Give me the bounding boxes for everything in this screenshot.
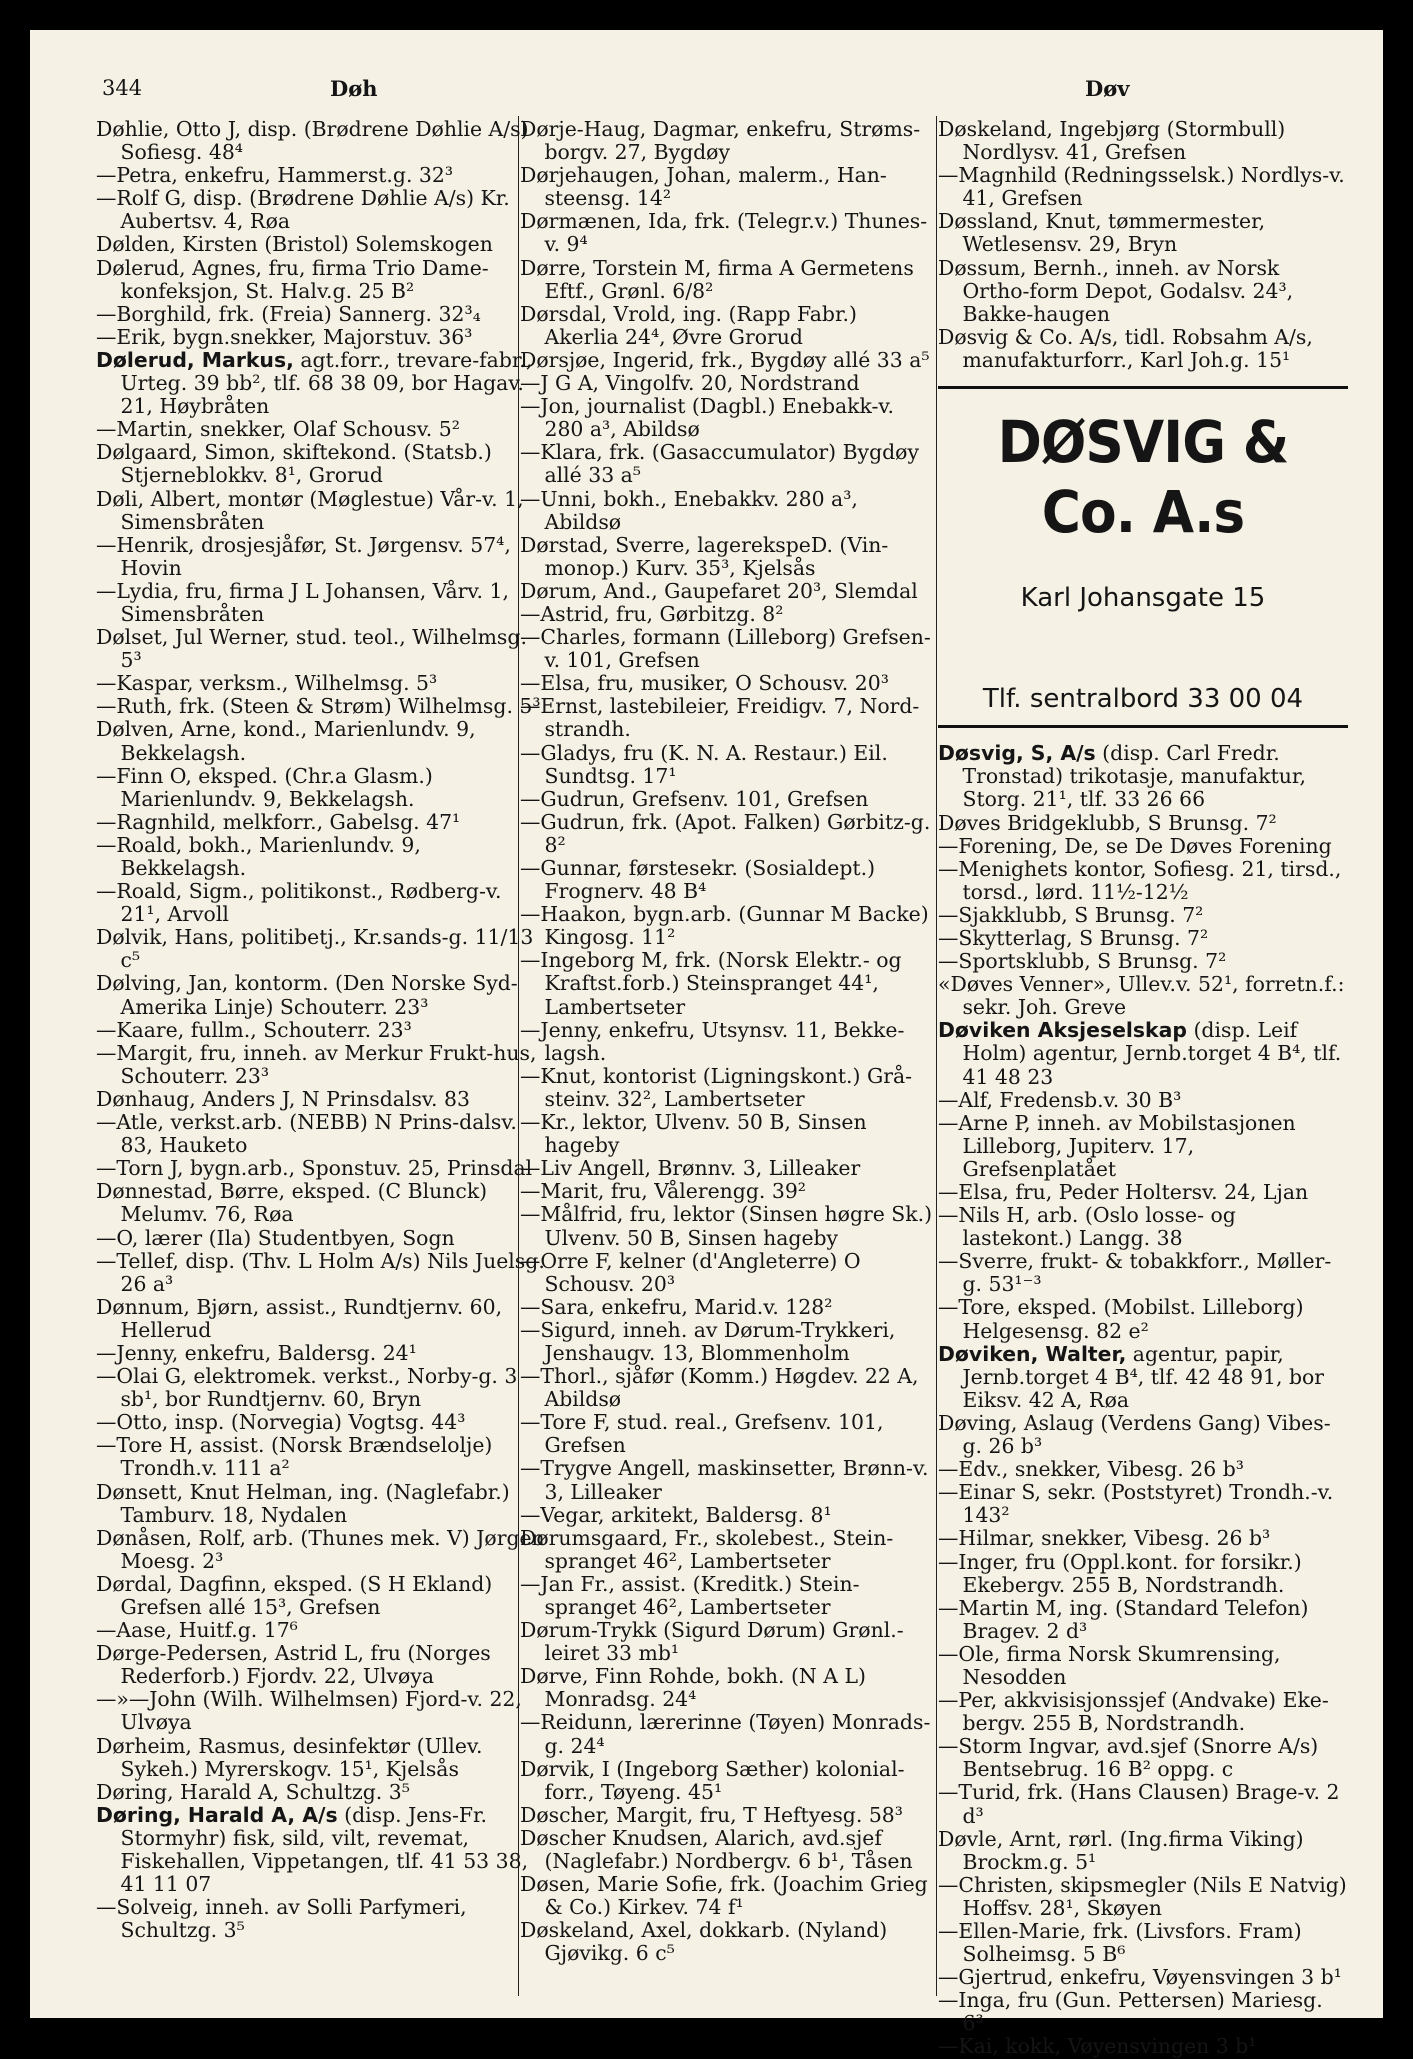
directory-entry [938,210,1348,256]
directory-entry [96,880,546,926]
directory-entry [520,257,935,303]
entry-text: —Orre F, kelner (d'Angleterre) O Schousv. 20³ [520,1248,861,1296]
entry-text: —Jon, journalist (Dagbl.) Enebakk-v. 280 a³, Abildsø [520,394,895,442]
column-3-top-entries [938,118,1348,372]
entry-text: —Ruth, frk. (Steen & Strøm) Wilhelmsg. 5³ [96,694,541,719]
entry-text: —Erik, bygn.snekker, Majorstuv. 36³ [96,324,473,349]
directory-entry [96,1157,546,1180]
directory-entry [520,488,935,534]
directory-entry [938,927,1348,950]
entry-text: Døssum, Bernh., inneh. av Norsk Ortho-form Depot, Godalsv. 24³, Bakke-haugen [938,255,1294,326]
directory-entry [520,1157,935,1180]
entry-text: Dørge-Pedersen, Astrid L, fru (Norges Rederforb.) Fjordv. 22, Ulvøya [96,1641,491,1689]
entry-text: —Nils H, arb. (Oslo losse- og lastekont.) Langg. 38 [938,1203,1236,1251]
directory-entry [520,1296,935,1319]
directory-entry [520,788,935,811]
entry-text: —Klara, frk. (Gasaccumulator) Bygdøy allé 33 a⁵ [520,440,919,488]
entry-text: —Jenny, enkefru, Utsynsv. 11, Bekke-lagsh. [520,1017,905,1065]
directory-entry [96,1042,546,1088]
column-divider [936,116,937,1996]
entry-text: —Sjakklubb, S Brunsg. 7² [938,902,1204,927]
entry-text: Dørstad, Sverre, lagerekspeD. (Vin-monop.) Kurv. 35³, Kjelsås [520,532,889,580]
directory-entry [520,1457,935,1503]
directory-entry [96,1434,546,1480]
directory-entry [938,1181,1348,1204]
directory-entry [96,1642,546,1688]
entry-name-bold: Døsvig, S, A/s [938,741,1096,766]
entry-text: —Atle, verkst.arb. (NEBB) N Prins-dalsv. 83, Hauketo [96,1110,517,1158]
entry-text: —Gjertrud, enkefru, Vøyensvingen 3 b¹ [938,1965,1342,1990]
directory-entry [96,1896,546,1942]
directory-entry [520,1019,935,1065]
entry-text: —Jenny, enkefru, Baldersg. 24¹ [96,1340,417,1365]
entry-text: —Roald, Sigm., politikonst., Rødberg-v. 21¹, Arvoll [96,879,502,927]
entry-text: —Sigurd, inneh. av Dørum-Trykkeri, Jenshaugv. 13, Blommenholm [520,1317,896,1365]
directory-entry [520,857,935,903]
entry-text: —Tore, eksped. (Mobilst. Lilleborg) Helgesensg. 82 e² [938,1295,1304,1343]
directory-entry [96,834,546,880]
directory-entry [520,1804,935,1827]
entry-text: —Martin, snekker, Olaf Schousv. 5² [96,417,460,442]
column-3 [938,118,1348,2059]
entry-text: —Forening, De, se De Døves Forening [938,833,1332,858]
entry-text: —J G A, Vingolfv. 20, Nordstrand [520,371,860,396]
directory-entry [520,903,935,949]
directory-entry [96,765,546,811]
directory-entry [520,372,935,395]
directory-entry [96,534,546,580]
directory-entry [938,1343,1348,1412]
entry-text: —Tore H, assist. (Norsk Brændselolje) Trondh.v. 111 a² [96,1433,493,1481]
entry-name-bold: Døviken Aksjeselskap [938,1018,1187,1043]
directory-entry [938,118,1348,164]
directory-entry [520,1365,935,1411]
directory-entry [96,257,546,303]
entry-name-bold: Dølerud, Markus, [96,347,294,372]
entry-text: —Astrid, fru, Gørbitzg. 8² [520,601,784,626]
directory-entry [96,441,546,487]
entry-text: Dørum-Trykk (Sigurd Dørum) Grønl.-leiret 33 mb¹ [520,1618,904,1666]
directory-entry [520,1619,935,1665]
directory-entry [520,210,935,256]
directory-entry [938,257,1348,326]
entry-text: Døli, Albert, montør (Møglestue) Vår-v. 1, Simensbråten [96,486,524,534]
entry-text: —Petra, enkefru, Hammerst.g. 32³ [96,163,454,188]
directory-entry [938,1828,1348,1874]
entry-text: —Aase, Huitf.g. 17⁶ [96,1618,298,1643]
entry-text: Dørvik, I (Ingeborg Sæther) kolonial-forr., Tøyeng. 45¹ [520,1756,905,1804]
entry-text: —Gunnar, førstesekr. (Sosialdept.) Frognerv. 48 B⁴ [520,856,876,904]
directory-entry [96,811,546,834]
directory-entry [520,672,935,695]
entry-text: —»—John (Wilh. Wilhelmsen) Fjord-v. 22, Ulvøya [96,1687,522,1735]
entry-text: Dønnum, Bjørn, assist., Rundtjernv. 60, Hellerud [96,1294,503,1342]
entry-text: Dønhaug, Anders J, N Prinsdalsv. 83 [96,1086,470,1111]
entry-text: —Magnhild (Redningsselsk.) Nordlys-v. 41, Grefsen [938,163,1345,211]
directory-entry [520,118,935,164]
directory-entry [938,1874,1348,1920]
entry-text: agt.forr., trevare-fabr., Urteg. 39 bb², tlf. 68 38 09, bor Hagav. 21, Høybråten [120,347,533,419]
entry-text: —Ole, firma Norsk Skumrensing, Nesodden [938,1641,1281,1689]
entry-text: —Olai G, elektromek. verkst., Norby-g. 3 sb¹, bor Rundtjernv. 60, Bryn [96,1364,518,1412]
entry-text: —Rolf G, disp. (Brødrene Døhlie A/s) Kr. Aubertsv. 4, Røa [96,186,510,234]
directory-entry [96,164,546,187]
entry-text: —Turid, frk. (Hans Clausen) Brage-v. 2 d³ [938,1780,1340,1828]
directory-entry [96,1527,546,1573]
entry-text: —Storm Ingvar, avd.sjef (Snorre A/s) Bentsebrug. 16 B² oppg. c [938,1734,1319,1782]
column-1 [96,118,546,1942]
entry-text: Dørdal, Dagfinn, eksped. (S H Ekland) Grefsen allé 15³, Grefsen [96,1571,493,1619]
directory-entry [96,488,546,534]
entry-text: (disp. Jens-Fr. Stormyhr) fisk, sild, vilt, revemat, Fiskehallen, Vippetangen, tlf. 41 53 38, 41 11 07 [120,1802,529,1897]
directory-entry [96,926,546,972]
directory-entry [520,1573,935,1619]
directory-entry [520,1919,935,1965]
entry-text: —Margit, fru, inneh. av Merkur Frukt-hus, Schouterr. 23³ [96,1040,537,1088]
entry-text: —Trygve Angell, maskinsetter, Brønn-v. 3, Lilleaker [520,1456,929,1504]
entry-text: —Borghild, frk. (Freia) Sannerg. 32³₄ [96,301,481,326]
directory-entry [520,1319,935,1365]
directory-entry [520,1411,935,1457]
directory-entry [938,1481,1348,1527]
entry-text: —Alf, Fredensb.v. 30 B³ [938,1087,1182,1112]
directory-entry [96,118,546,164]
entry-text: Dørsdal, Vrold, ing. (Rapp Fabr.) Akerlia 24⁴, Øvre Grorud [520,301,857,349]
entry-text: —Marit, fru, Vålerengg. 39² [520,1179,806,1204]
directory-entry [938,1989,1348,2035]
entry-text: Døving, Aslaug (Verdens Gang) Vibes-g. 26 b³ [938,1410,1331,1459]
entry-text: —Charles, formann (Lilleborg) Grefsen-v. 101, Grefsen [520,625,931,673]
entry-text: Dønåsen, Rolf, arb. (Thunes mek. V) Jørgen Moesg. 2³ [96,1525,545,1573]
entry-text: Døhlie, Otto J, disp. (Brødrene Døhlie A/s) Sofiesg. 48⁴ [96,117,529,165]
directory-entry [938,1689,1348,1735]
directory-entry [520,303,935,349]
directory-entry [96,233,546,256]
directory-entry [938,858,1348,904]
entry-text: —Jan Fr., assist. (Kreditk.) Stein-spranget 46², Lambertseter [520,1571,860,1619]
directory-entry [520,1873,935,1919]
advert-title: DØSVIG & Co. A.s [997,408,1289,547]
directory-entry [520,395,935,441]
directory-entry [938,1089,1348,1112]
directory-entry [520,1758,935,1804]
running-head-right: Døv [1085,76,1130,101]
directory-entry [96,626,546,672]
entry-text: Dørheim, Rasmus, desinfektør (Ullev. Sykeh.) Myrerskogv. 15¹, Kjelsås [96,1733,483,1781]
directory-entry [96,1227,546,1250]
directory-entry [96,418,546,441]
entry-text: —Gudrun, Grefsenv. 101, Grefsen [520,786,869,811]
entry-text: —Sara, enkefru, Marid.v. 128² [520,1294,833,1319]
directory-entry [938,812,1348,835]
entry-text: —Finn O, eksped. (Chr.a Glasm.) Marienlundv. 9, Bekkelagsh. [96,763,433,811]
directory-entry [96,1481,546,1527]
entry-text: —Thorl., sjåfør (Komm.) Høgdev. 22 A, Abildsø [520,1364,919,1412]
directory-entry [96,718,546,764]
entry-text: —Per, akkvisisjonssjef (Andvake) Eke-bergv. 255 B, Nordstrandh. [938,1688,1329,1736]
directory-entry [96,972,546,1018]
entry-text: Dølving, Jan, kontorm. (Den Norske Syd-Amerika Linje) Schouterr. 23³ [96,971,518,1019]
directory-entry [938,2035,1348,2058]
directory-entry [520,580,935,603]
running-head-left: Døh [330,76,378,101]
entry-text: Dølerud, Agnes, fru, firma Trio Dame-konfeksjon, St. Halv.g. 25 B² [96,255,489,303]
directory-entry [520,695,935,741]
entry-text: —Målfrid, fru, lektor (Sinsen høgre Sk.) Ulvenv. 50 B, Sinsen hageby [520,1202,933,1250]
entry-text: —Edv., snekker, Vibesg. 26 b³ [938,1457,1244,1482]
entry-text: Døscher Knudsen, Alarich, avd.sjef (Naglefabr.) Nordbergv. 6 b¹, Tåsen [520,1825,913,1874]
entry-text: —Vegar, arkitekt, Baldersg. 8¹ [520,1502,832,1527]
directory-entry [96,1019,546,1042]
advert-address: Karl Johansgate 15 [1020,583,1266,614]
directory-entry [96,580,546,626]
entry-text: —Tore F, stud. real., Grefsenv. 101, Grefsen [520,1410,884,1458]
entry-text: —Knut, kontorist (Ligningskont.) Grå-steinv. 32², Lambertseter [520,1063,913,1111]
directory-entry [96,1411,546,1434]
entry-text: Dørve, Finn Rohde, bokh. (N A L) Monradsg. 24⁴ [520,1664,866,1712]
directory-entry [96,1088,546,1111]
entry-text: —Ellen-Marie, frk. (Livsfors. Fram) Solheimsg. 5 B⁶ [938,1919,1302,1967]
directory-entry [96,1688,546,1734]
entry-text: agentur, papir, Jernb.torget 4 B⁴, tlf. 42 48 91, bor Eiksv. 42 A, Røa [962,1341,1325,1412]
directory-entry [96,1573,546,1619]
advert-rule-top [938,386,1348,389]
advert-rule-bottom [938,725,1348,728]
directory-entry [520,742,935,788]
directory-entry [96,1250,546,1296]
entry-text: —Kaspar, verksm., Wilhelmsg. 5³ [96,671,438,696]
entry-text: —Sverre, frukt- & tobakkforr., Møller-g. 53¹⁻³ [938,1249,1332,1297]
entry-text: Dølvik, Hans, politibetj., Kr.sands-g. 11/13 c⁵ [96,925,534,973]
entry-text: Døsvig & Co. A/s, tidl. Robsahm A/s, manufakturforr., Karl Joh.g. 15¹ [938,324,1313,372]
entry-text: —Kai, kokk, Vøyensvingen 3 b¹ [938,2034,1257,2059]
page-number: 344 [102,76,143,100]
entry-text: Døves Bridgeklubb, S Brunsg. 7² [938,810,1277,835]
advertisement [938,407,1348,715]
directory-entry [96,1781,546,1804]
entry-name-bold: Døviken, Walter, [938,1341,1127,1366]
entry-text: Døring, Harald A, Schultzg. 3⁵ [96,1779,410,1804]
directory-entry [938,1250,1348,1296]
entry-text: Dørre, Torstein M, firma A Germetens Eftf., Grønl. 6/8² [520,255,914,303]
directory-entry [938,1781,1348,1827]
directory-entry [520,1250,935,1296]
entry-text: Dølgaard, Simon, skiftekond. (Statsb.) Stjerneblokkv. 8¹, Grorud [96,440,492,488]
directory-entry [96,187,546,233]
directory-entry [520,603,935,626]
directory-entry [520,1504,935,1527]
entry-text: —Hilmar, snekker, Vibesg. 26 b³ [938,1526,1271,1551]
directory-entry [96,349,546,418]
directory-entry [96,1735,546,1781]
directory-entry [938,1204,1348,1250]
directory-entry [938,742,1348,811]
entry-text: Døskeland, Axel, dokkarb. (Nyland) Gjøvikg. 6 c⁵ [520,1918,888,1966]
entry-text: (disp. Carl Fredr. Tronstad) trikotasje, manufaktur, Storg. 21¹, tlf. 33 26 66 [962,741,1306,812]
entry-text: —Lydia, fru, firma J L Johansen, Vårv. 1, Simensbråten [96,578,509,626]
entry-text: Dønsett, Knut Helman, ing. (Naglefabr.) Tamburv. 18, Nydalen [96,1479,510,1527]
directory-entry [938,1412,1348,1458]
entry-text: —Ernst, lastebileier, Freidigv. 7, Nord-strandh. [520,694,920,742]
entry-text: Dørsjøe, Ingerid, frk., Bygdøy allé 33 a⁵ [520,347,930,372]
entry-text: Dørjehaugen, Johan, malerm., Han-steensg. 14² [520,163,887,211]
directory-entry [938,1735,1348,1781]
directory-entry [520,1527,935,1573]
directory-entry [96,1804,546,1896]
entry-text: —Arne P, inneh. av Mobilstasjonen Lilleborg, Jupiterv. 17, Grefsenplatået [938,1110,1296,1181]
directory-page [30,30,1383,2059]
entry-text: Døskeland, Ingebjørg (Stormbull) Nordlysv. 41, Grefsen [938,117,1286,165]
entry-text: —Elsa, fru, Peder Holtersv. 24, Ljan [938,1180,1309,1204]
entry-text: Døssland, Knut, tømmermester, Wetlesensv. 29, Bryn [938,209,1266,257]
entry-text: —Liv Angell, Brønnv. 3, Lilleaker [520,1156,861,1181]
entry-text: —Menighets kontor, Sofiesg. 21, tirsd., torsd., lørd. 11½-12½ [938,856,1342,904]
advert-phone: Tlf. sentralbord 33 00 04 [982,684,1304,715]
entry-text: —Gudrun, frk. (Apot. Falken) Gørbitz-g. 8² [520,809,931,857]
column-3-bottom-entries [938,742,1348,2058]
entry-text: Dørum, And., Gaupefaret 20³, Slemdal [520,578,918,603]
entry-text: —O, lærer (Ila) Studentbyen, Sogn [96,1225,455,1250]
entry-text: —Haakon, bygn.arb. (Gunnar M Backe) Kingosg. 11² [520,902,929,950]
directory-entry [520,441,935,487]
directory-entry [96,1180,546,1226]
entry-text: —Kr., lektor, Ulvenv. 50 B, Sinsen hageby [520,1110,867,1158]
entry-text: Dølven, Arne, kond., Marienlundv. 9, Bekkelagsh. [96,717,476,765]
entry-text: —Reidunn, lærerinne (Tøyen) Monrads-g. 24⁴ [520,1710,931,1758]
directory-entry [96,695,546,718]
entry-text: —Elsa, fru, musiker, O Schousv. 20³ [520,671,889,696]
directory-entry [938,1966,1348,1989]
entry-name-bold: Døring, Harald A, A/s [96,1802,338,1827]
directory-entry [96,1342,546,1365]
directory-entry [938,326,1348,372]
directory-entry [520,626,935,672]
directory-entry [96,1619,546,1642]
entry-text: —Tellef, disp. (Thv. L Holm A/s) Nils Juelsg. 26 a³ [96,1248,545,1296]
directory-entry [938,1019,1348,1088]
entry-text: Døvle, Arnt, rørl. (Ing.firma Viking) Brockm.g. 5¹ [938,1826,1304,1874]
directory-entry [938,1296,1348,1342]
column-2 [520,118,935,1966]
entry-text: Dørje-Haug, Dagmar, enkefru, Strøms-borgv. 27, Bygdøy [520,117,921,165]
entry-text: Dølset, Jul Werner, stud. teol., Wilhelmsg. 5³ [96,625,527,673]
directory-entry [938,1458,1348,1481]
entry-text: —Sportsklubb, S Brunsg. 7² [938,949,1227,974]
directory-entry [938,973,1348,1019]
entry-text: Dørumsgaard, Fr., skolebest., Stein-spranget 46², Lambertseter [520,1525,894,1573]
directory-entry [96,303,546,326]
directory-entry [520,164,935,210]
directory-entry [938,1527,1348,1550]
directory-entry [520,1180,935,1203]
directory-entry [520,1111,935,1157]
entry-text: —Ragnhild, melkforr., Gabelsg. 47¹ [96,809,461,834]
entry-text: —Henrik, drosjesjåfør, St. Jørgensv. 57⁴, Hovin [96,532,511,580]
directory-entry [520,1203,935,1249]
entry-text: Dølden, Kirsten (Bristol) Solemskogen [96,232,493,257]
entry-text: —Inga, fru (Gun. Pettersen) Mariesg. 6³ [938,1988,1323,2036]
directory-entry [96,326,546,349]
entry-text: (disp. Leif Holm) agentur, Jernb.torget 4 B⁴, tlf. 41 48 23 [962,1018,1342,1089]
directory-entry [938,835,1348,858]
entry-text: —Otto, insp. (Norvegia) Vogtsg. 44³ [96,1410,466,1435]
entry-text: —Gladys, fru (K. N. A. Restaur.) Eil. Sundtsg. 17¹ [520,740,888,788]
directory-entry [520,949,935,1018]
directory-entry [938,164,1348,210]
directory-entry [520,349,935,372]
directory-entry [938,1551,1348,1597]
directory-entry [96,672,546,695]
directory-entry [938,1112,1348,1181]
entry-text: Døscher, Margit, fru, T Heftyesg. 58³ [520,1802,903,1827]
entry-text: —Ingeborg M, frk. (Norsk Elektr.- og Kraftst.forb.) Steinspranget 44¹, Lambertseter [520,948,902,1019]
directory-entry [938,1643,1348,1689]
entry-text: —Skytterlag, S Brunsg. 7² [938,925,1209,950]
entry-text: Dønnestad, Børre, eksped. (C Blunck) Melumv. 76, Røa [96,1179,488,1227]
entry-text: Dørmænen, Ida, frk. (Telegr.v.) Thunes-v. 9⁴ [520,209,928,257]
entry-text: —Roald, bokh., Marienlundv. 9, Bekkelagsh. [96,832,421,880]
directory-entry [938,1597,1348,1643]
directory-entry [96,1111,546,1157]
directory-entry [938,950,1348,973]
entry-text: —Solveig, inneh. av Solli Parfymeri, Schultzg. 3⁵ [96,1895,467,1943]
entry-text: —Inger, fru (Oppl.kont. for forsikr.) Ekebergv. 255 B, Nordstrandh. [938,1549,1302,1597]
entry-text: «Døves Venner», Ullev.v. 52¹, forretn.f.: sekr. Joh. Greve [938,972,1345,1020]
directory-entry [520,811,935,857]
entry-text: —Torn J, bygn.arb., Sponstuv. 25, Prinsdal [96,1156,533,1181]
entry-text: —Einar S, sekr. (Poststyret) Trondh.-v. 143² [938,1480,1334,1528]
directory-entry [520,1665,935,1711]
directory-entry [520,1065,935,1111]
entry-text: —Unni, bokh., Enebakkv. 280 a³, Abildsø [520,486,858,534]
entry-text: —Kaare, fullm., Schouterr. 23³ [96,1017,412,1042]
entry-text: Døsen, Marie Sofie, frk. (Joachim Grieg & Co.) Kirkev. 74 f¹ [520,1872,928,1920]
entry-text: —Martin M, ing. (Standard Telefon) Bragev. 2 d³ [938,1595,1309,1643]
directory-entry [938,904,1348,927]
directory-entry [96,1296,546,1342]
directory-entry [520,1711,935,1757]
directory-entry [938,1920,1348,1966]
entry-text: —Christen, skipsmegler (Nils E Natvig) Hoffsv. 28¹, Skøyen [938,1872,1347,1920]
directory-entry [520,1827,935,1873]
directory-entry [520,534,935,580]
directory-entry [96,1365,546,1411]
